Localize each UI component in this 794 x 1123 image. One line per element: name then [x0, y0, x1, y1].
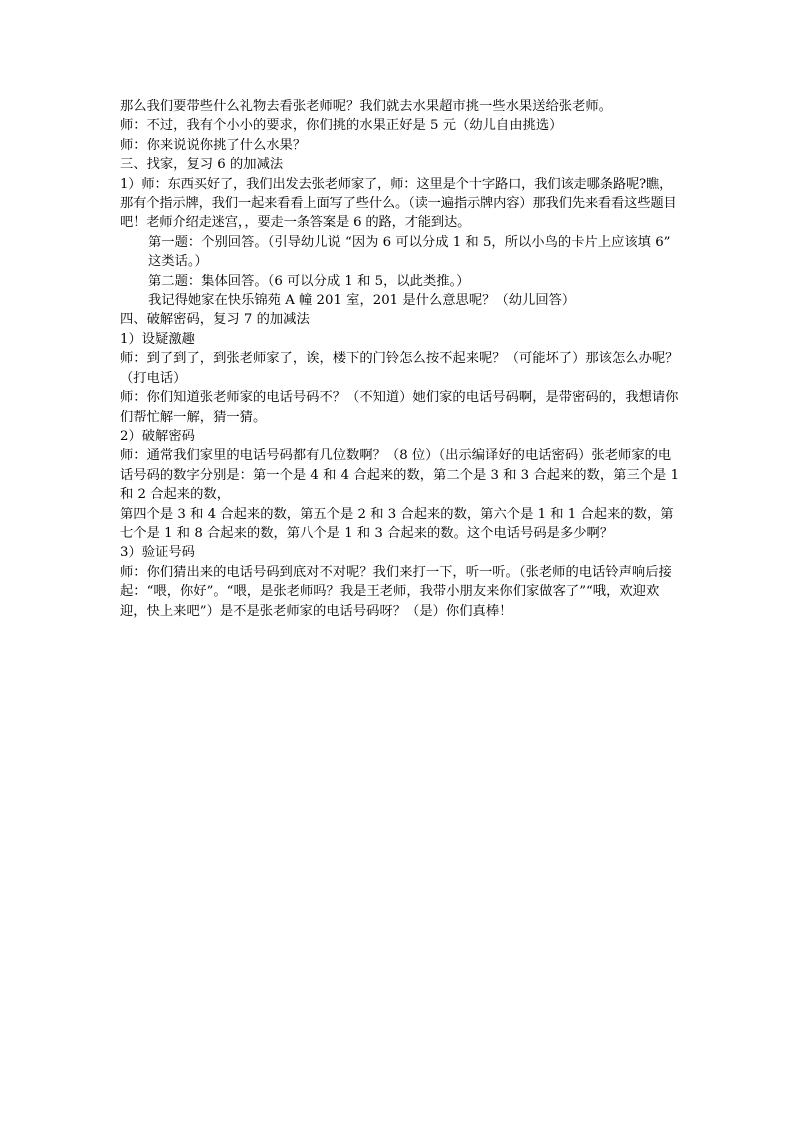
document-body: [120, 97, 680, 621]
paragraph-phone-with-code: 师：你们知道张老师家的电话号码不？（不知道）她们家的电话号码啊，是带密码的，我想请你们帮忙解一解，猜一猜。: [120, 390, 679, 425]
subheading-crack-code: 2）破解密码: [120, 428, 195, 444]
paragraph-five-yuan-request: 师：不过，我有个小小的要求，你们挑的水果正好是 5 元（幼儿自由挑选）: [120, 118, 563, 134]
subheading-verify-number: 3）验证号码: [120, 545, 195, 561]
paragraph-crossroad-sign: 1）师：东西买好了，我们出发去张老师家了，师：这里是个十字路口，我们该走哪条路呢?瞧，那有个指示牌，我们一起来看看上面写了些什么。（读一遍指示牌内容）那我们先来看看这些题目吧！老师介绍走迷宫，，要走一条答案是 6 的路，才能到达。: [120, 176, 677, 231]
paragraph-digits-part-two: 第四个是 3 和 4 合起来的数，第五个是 2 和 3 合起来的数，第六个是 1 和 1 合起来的数，第七个是 1 和 8 合起来的数，第八个是 1 和 3 合起来的数。这个电话号码是多少啊？: [120, 506, 674, 541]
section-heading-crack-password: 四、破解密码，复习 7 的加减法: [120, 312, 310, 328]
paragraph-phone-call: 师：你们猜出来的电话号码到底对不对呢？我们来打一下，听一听。（张老师的电话铃声响后接起：“喂，你好”。“喂，是张老师吗？我是王老师，我带小朋友来你们家做客了”“哦，欢迎欢迎，快上来吧”）是不是张老师家的电话号码呀？（是）你们真棒！: [120, 564, 672, 619]
paragraph-digits-part-one: 师：通常我们家里的电话号码都有几位数啊？（8 位）（出示编译好的电话密码）张老师家的电话号码的数字分别是：第一个是 4 和 4 合起来的数，第二个是 3 和 3 合起来的数，第三个是 1 和 2 合起来的数，: [120, 448, 680, 503]
paragraph-question-one: 第一题：个别回答。（引导幼儿说 “因为 6 可以分成 1 和 5，所以小鸟的卡片上应该填 6” 这类话。）: [148, 234, 671, 270]
subheading-set-doubt: 1）设疑激趣: [120, 331, 195, 347]
paragraph-gift-question: 那么我们要带些什么礼物去看张老师呢？我们就去水果超市挑一些水果送给张老师。: [120, 99, 612, 114]
paragraph-question-two: 第二题：集体回答。（6 可以分成 1 和 5，以此类推。）: [148, 273, 470, 289]
paragraph-doorbell: 师：到了到了，到张老师家了，诶，楼下的门铃怎么按不起来呢？（可能坏了）那该怎么办呢？（打电话）: [120, 351, 679, 386]
paragraph-which-fruit: 师：你来说说你挑了什么水果？: [120, 137, 307, 153]
section-heading-find-home: 三、找家，复习 6 的加减法: [120, 157, 284, 173]
paragraph-address-201: 我记得她家在快乐锦苑 A 幢 201 室，201 是什么意思呢？（幼儿回答）: [148, 293, 576, 309]
